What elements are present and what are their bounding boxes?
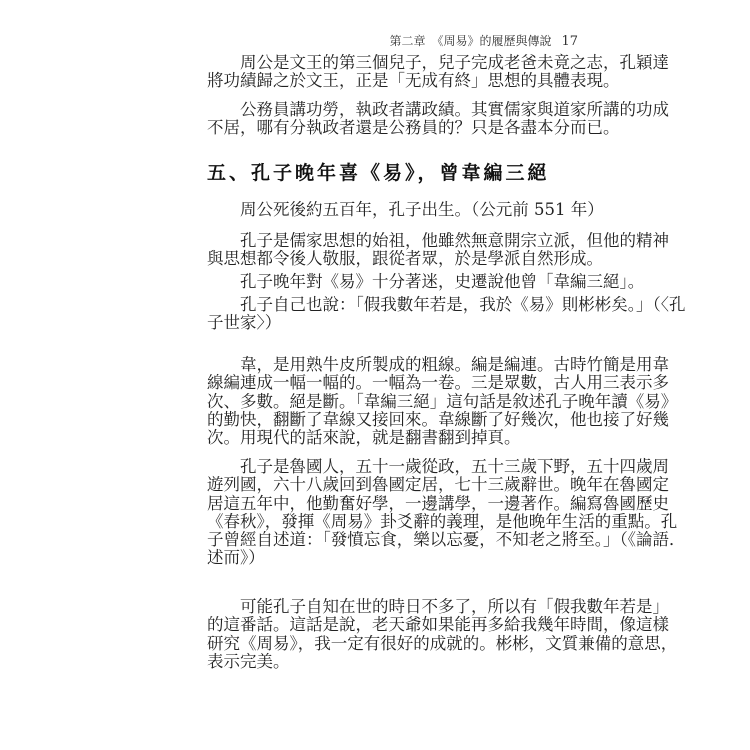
text-line: 可能孔子自知在世的時日不多了，所以有「假我數年若是」 bbox=[207, 597, 669, 616]
text-line: 孔子晚年對《易》十分著迷，史遷說他曾「韋編三絕」。 bbox=[207, 272, 645, 291]
text-line: 線編連成一幅一幅的。一幅為一卷。三是眾數，古人用三表示多 bbox=[207, 373, 669, 393]
text-line: 的這番話。這話是說，老天爺如果能再多給我幾年時間，像這樣 bbox=[207, 615, 669, 635]
text-line: 述而》） bbox=[207, 548, 265, 568]
paragraph bbox=[207, 231, 669, 269]
running-header bbox=[207, 32, 578, 49]
text-line: 表示完美。 bbox=[207, 651, 290, 671]
text-line: 將功績歸之於文王，正是「无成有終」思想的具體表現。 bbox=[207, 71, 620, 91]
text-line: 韋，是用熟牛皮所製成的粗線。編是編連。古時竹簡是用韋 bbox=[207, 355, 669, 374]
text-line: 公務員講功勞，執政者講政績。其實儒家與道家所講的功成 bbox=[207, 100, 669, 119]
page-number: 17 bbox=[561, 34, 578, 49]
paragraph bbox=[207, 295, 686, 333]
text-line: 周公是文王的第三個兒子，兒子完成老爸未竟之志，孔穎達 bbox=[207, 53, 669, 72]
text-line: 《春秋》，發揮《周易》卦爻辭的義理，是他晚年生活的重點。孔 bbox=[207, 511, 678, 531]
chapter-title: 第二章 《周易》的履歷與傳說 bbox=[389, 34, 552, 48]
text-line: 孔子自己也說：「假我數年若是，我於《易》則彬彬矣。」（〈孔 bbox=[207, 295, 686, 314]
text-line: 居這五年中，他勤奮好學，一邊講學，一邊著作。編寫魯國歷史 bbox=[207, 493, 669, 513]
paragraph bbox=[207, 272, 645, 291]
text-line: 與思想都令後人敬服，跟從者眾，於是學派自然形成。 bbox=[207, 249, 603, 269]
text-line: 次、多數。絕是斷。「韋編三絕」這句話是敘述孔子晚年讀《易》 bbox=[207, 391, 678, 411]
text-line: 周公死後約五百年，孔子出生。（公元前 551 年） bbox=[207, 200, 604, 219]
paragraph bbox=[207, 597, 678, 671]
text-line: 不居，哪有分執政者還是公務員的？只是各盡本分而已。 bbox=[207, 118, 620, 138]
paragraph bbox=[207, 355, 678, 448]
text-line: 研究《周易》，我一定有很好的成就的。彬彬，文質兼備的意思， bbox=[207, 633, 678, 653]
text-line: 子世家〉） bbox=[207, 313, 282, 333]
paragraph bbox=[207, 100, 669, 138]
paragraph bbox=[207, 53, 669, 91]
text-line: 遊列國，六十八歲回到魯國定居，七十三歲辭世。晚年在魯國定 bbox=[207, 475, 669, 495]
paragraph bbox=[207, 200, 604, 219]
text-line: 孔子是魯國人，五十一歲從政，五十三歲下野，五十四歲周 bbox=[207, 457, 669, 476]
text-line: 子曾經自述道：「發憤忘食，樂以忘憂，不知老之將至。」（《論語． bbox=[207, 530, 686, 550]
paragraph bbox=[207, 457, 686, 568]
text-line: 孔子是儒家思想的始祖，他雖然無意開宗立派，但他的精神 bbox=[207, 231, 669, 250]
text-line: 次。用現代的話來說，就是翻書翻到掉頁。 bbox=[207, 428, 521, 448]
text-line: 的勤快，翻斷了韋線又接回來。韋線斷了好幾次，他也接了好幾 bbox=[207, 409, 669, 429]
section-heading: 五、孔子晚年喜《易》，曾韋編三絕 bbox=[207, 162, 550, 184]
